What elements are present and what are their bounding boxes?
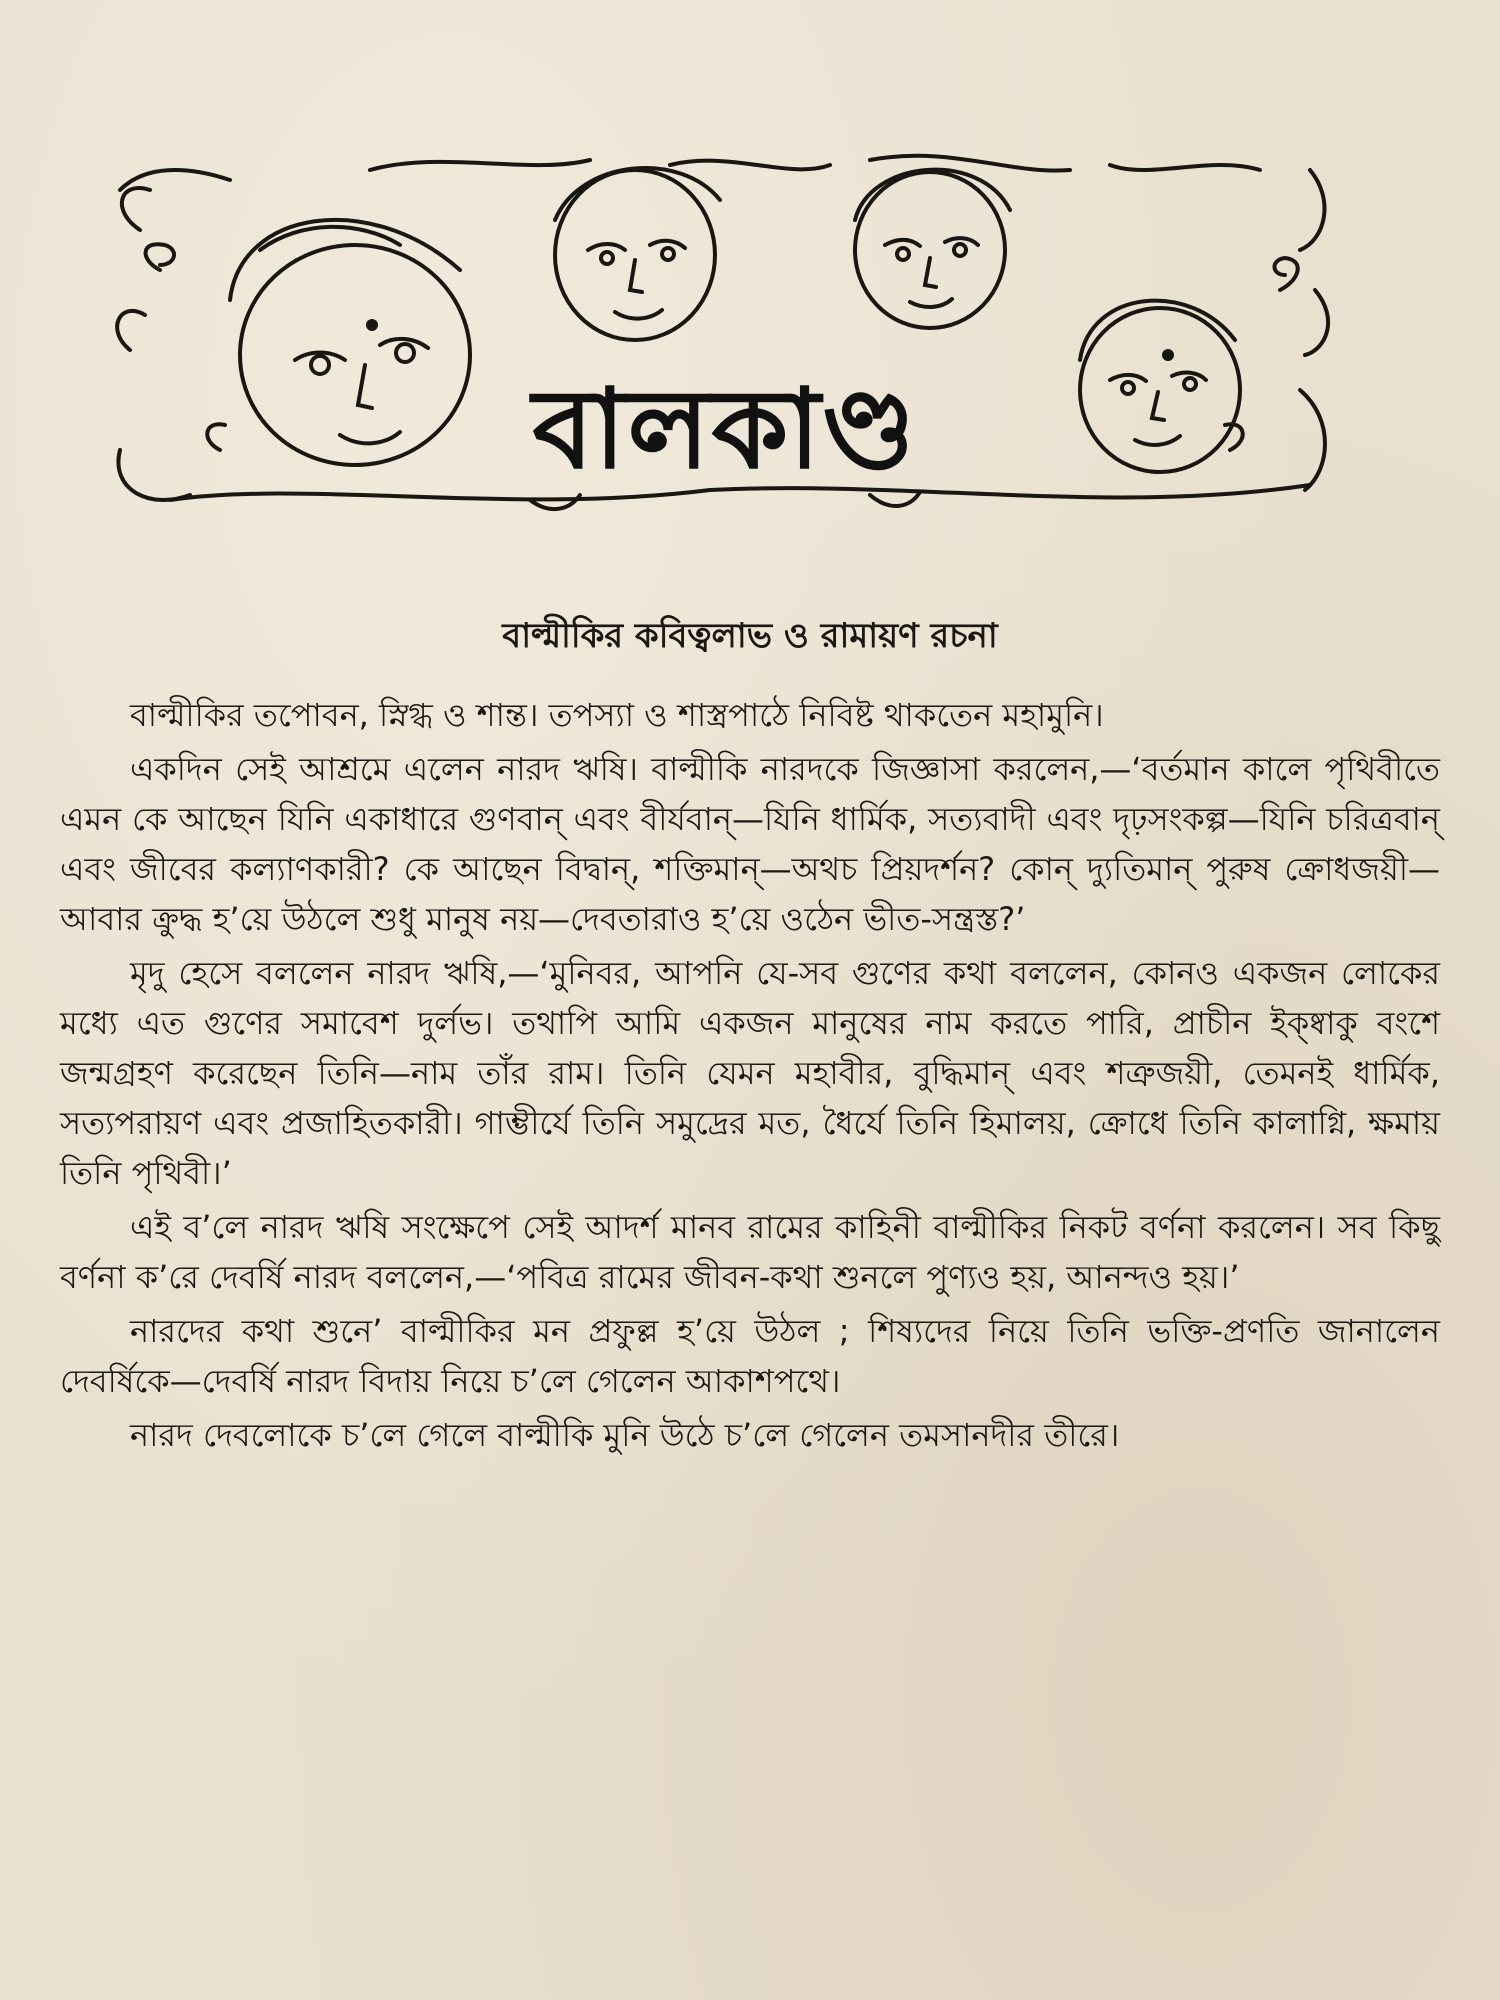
paragraph: মৃদু হেসে বললেন নারদ ঋষি,—‘মুনিবর, আপনি যে-সব গুণের কথা বললেন, কোনও একজন লোকের মধ্যে এত গুণের সমাবেশ দুর্লভ। তথাপি আমি একজন মানুষের নাম করতে পারি, প্রাচীন ইক্ষ্বাকু বংশে জন্মগ্রহণ করেছেন তিনি—নাম তাঁর রাম। তিনি যেমন মহাবীর, বুদ্ধিমান্ এবং শত্রুজয়ী, তেমনই ধার্মিক, সত্যপরায়ণ এবং প্রজাহিতকারী। গাম্ভীর্যে তিনি সমুদ্রের মত, ধৈর্যে তিনি হিমালয়, ক্রোধে তিনি কালাগ্নি, ক্ষমায় তিনি পৃথিবী।’ [60, 954, 1440, 1192]
paragraph: এই ব’লে নারদ ঋষি সংক্ষেপে সেই আদর্শ মানব রামের কাহিনী বাল্মীকির নিকট বর্ণনা করলেন। সব কিছু বর্ণনা ক’রে দেবর্ষি নারদ বললেন,—‘পবিত্র রামের জীবন-কথা শুনলে পুণ্যও হয়, আনন্দও হয়।’ [60, 1208, 1440, 1296]
paragraph: নারদ দেবলোকে চ’লে গেলে বাল্মীকি মুনি উঠে চ’লে গেলেন তমসানদীর তীরে। [130, 1416, 1120, 1454]
illustrated-header-banner [110, 150, 1340, 530]
section-heading: বাল্মীকির কবিত্বলাভ ও রামায়ণ রচনা [502, 616, 998, 656]
paragraph: নারদের কথা শুনে’ বাল্মীকির মন প্রফুল্ল হ’য়ে উঠল ; শিষ্যদের নিয়ে তিনি ভক্তি-প্রণতি জানালেন দেবর্ষিকে—দেবর্ষি নারদ বিদায় নিয়ে চ’লে গেলেন আকাশপথে। [60, 1312, 1440, 1400]
paragraph: বাল্মীকির তপোবন, স্নিগ্ধ ও শান্ত। তপস্যা ও শাস্ত্রপাঠে নিবিষ্ট থাকতেন মহামুনি। [130, 696, 1104, 734]
paragraph: একদিন সেই আশ্রমে এলেন নারদ ঋষি। বাল্মীকি নারদকে জিজ্ঞাসা করলেন,—‘বর্তমান কালে পৃথিবীতে এমন কে আছেন যিনি একাধারে গুণবান্ এবং বীর্যবান্—যিনি ধার্মিক, সত্যবাদী এবং দৃঢ়সংকল্প—যিনি চরিত্রবান্ এবং জীবের কল্যাণকারী? কে আছেন বিদ্বান্, শক্তিমান্—অথচ প্রিয়দর্শন? কোন্ দ্যুতিমান্ পুরুষ ক্রোধজয়ী—আবার ক্রুদ্ধ হ’য়ে উঠলে শুধু মানুষ নয়—দেবতারাও হ’য়ে ওঠেন ভীত-সন্ত্রস্ত?’ [60, 750, 1440, 938]
banner-title: বালকাণ্ড [532, 365, 918, 493]
body-text [60, 690, 1440, 1464]
